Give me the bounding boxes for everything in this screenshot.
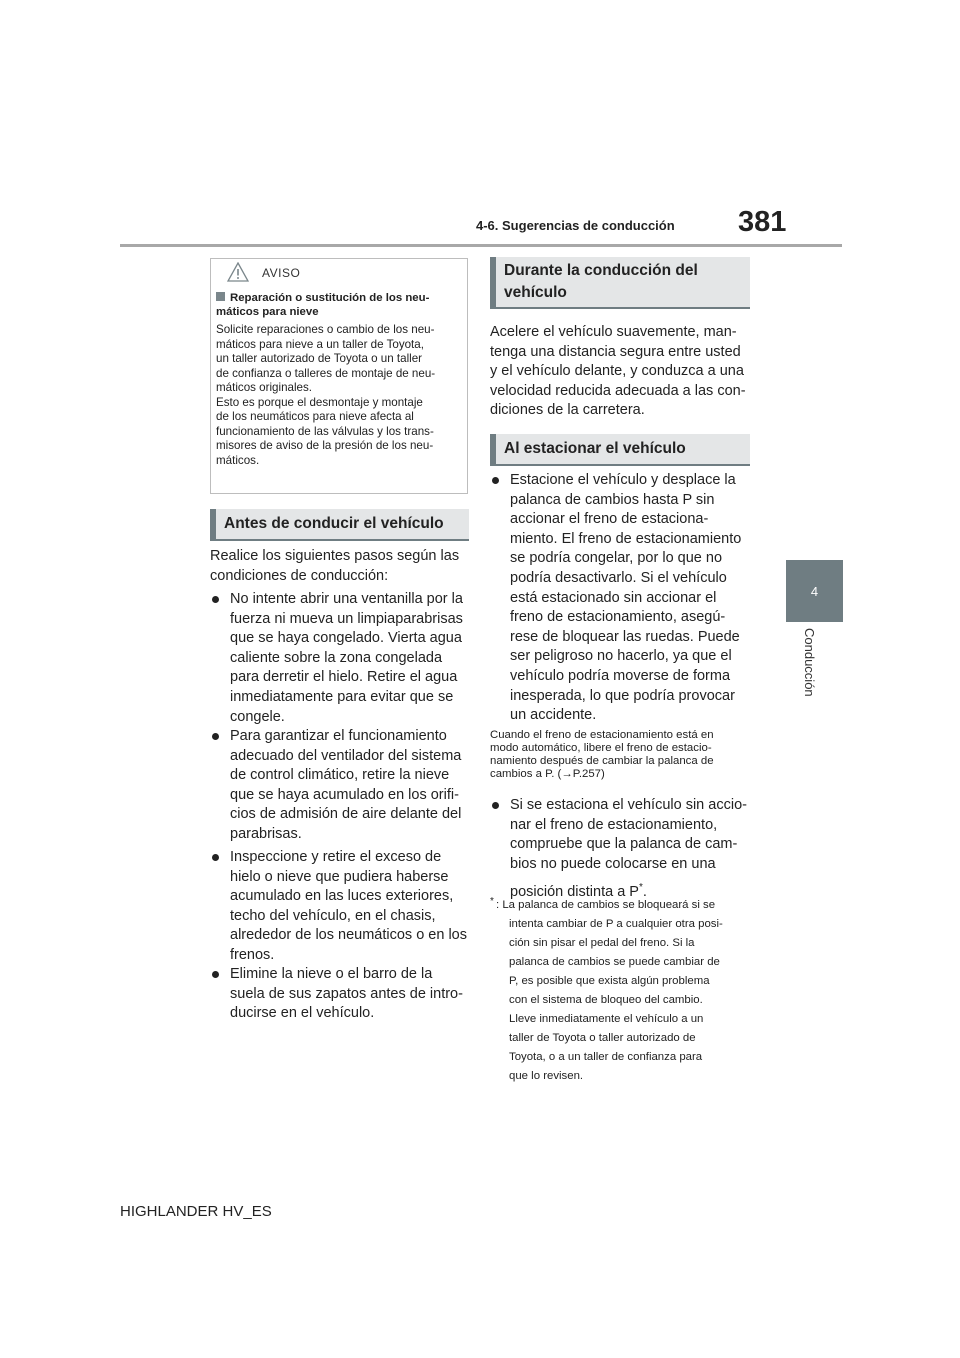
page-number: 381 (738, 206, 787, 238)
text-line: : La palanca de cambios se bloqueará si se (496, 899, 716, 911)
text-line: cios de admisión de aire delante del (230, 806, 462, 823)
text-line: y el vehículo delante, y conduzca a una (490, 363, 744, 380)
text-line: Solicite reparaciones o cambio de los neu- (216, 323, 435, 336)
parking-note (490, 729, 754, 781)
chapter-label: Conducción (802, 628, 817, 697)
text-line: inesperada, lo que podría provocar (510, 687, 735, 704)
text-line: caliente sobre la zona congelada (230, 649, 443, 666)
text-line: adecuado del ventilador del sistema (230, 747, 462, 764)
during-driving-text (490, 323, 752, 421)
text-line: vehículo podría moverse de forma (510, 667, 731, 684)
text-line: ducirse en el vehículo. (230, 1005, 375, 1022)
bullet-icon (492, 802, 499, 809)
chapter-tab (786, 560, 843, 622)
text-line: funcionamiento de las válvulas y los trans- (216, 424, 434, 438)
text-line: accionar el freno de estaciona- (510, 511, 709, 528)
text-line: bios no puede colocarse en una (510, 855, 716, 872)
text-line: Elimine la nieve o el barro de la (230, 966, 433, 982)
text-line: miento. El freno de estacionamiento (510, 530, 742, 547)
text-line: máticos originales. (216, 381, 313, 394)
text-line: acumulado en las luces exteriores, (230, 888, 454, 905)
text-line: máticos para nieve a un taller de Toyota, (216, 337, 424, 351)
text-line: Toyota, o a un taller de confianza para (509, 1051, 703, 1063)
text-line: parabrisas. (230, 825, 302, 842)
text-line: Inspeccione y retire el exceso de (230, 849, 442, 865)
text-line: está estacionado sin accionar el (510, 589, 717, 606)
text-line: para derretir el hielo. Retire el agua (230, 669, 458, 686)
text-line: P, es posible que exista algún problema (509, 975, 710, 987)
text-line: fuerza ni mueva un limpiaparabrisas (230, 610, 463, 627)
text-line: de confianza o talleres de montaje de neu- (216, 366, 436, 380)
text-line: de control climático, retire la nieve (230, 767, 450, 784)
text-line: freno de estacionamiento, asegú- (510, 609, 726, 626)
text-line: congele. (230, 708, 285, 725)
footer-model: HIGHLANDER HV_ES (120, 1203, 272, 1220)
text-line: misores de aviso de la presión de los neu- (216, 439, 434, 452)
text-line: Lleve inmediatamente el vehículo a un (509, 1013, 704, 1025)
text-line: taller de Toyota o taller autorizado de (509, 1032, 696, 1044)
warning-text (216, 323, 466, 468)
text-line: se podría congelar, por lo que no (510, 550, 723, 567)
bullet-icon (212, 971, 219, 978)
warning-triangle-icon (227, 262, 249, 282)
text-line: un taller autorizado de Toyota o un taller (216, 352, 423, 365)
bullet-icon (212, 854, 219, 861)
square-bullet-icon (216, 292, 225, 301)
text-line: suela de sus zapatos antes de intro- (230, 985, 463, 1002)
warning-subtitle-text: Reparación o sustitución de los neu-máticos para nieve (216, 292, 430, 318)
text-line: frenos. (230, 946, 275, 963)
section-heading-before-driving: Antes de conducir el vehículo (210, 509, 469, 541)
text-line: hielo o nieve que pudiera haberse (230, 868, 449, 885)
text-line: ser peligroso no hacerlo, ya que el (510, 648, 732, 665)
text-line: condiciones de conducción: (210, 567, 389, 584)
heading-line: Durante la conducción del (504, 262, 698, 279)
text-line: Si se estaciona el vehículo sin accio- (510, 797, 747, 813)
footnote-marker: * (490, 896, 494, 907)
text-line: Cuando el freno de estacionamiento está en (490, 729, 714, 741)
text-line: diciones de la carretera. (490, 402, 645, 419)
text-line: intenta cambiar de P a cualquier otra posi- (509, 918, 723, 930)
text-line: podría desactivarlo. Si el vehículo (510, 569, 727, 586)
bullet-icon (492, 477, 499, 484)
section-heading-during-driving (490, 257, 750, 309)
text-line: con el sistema de bloqueo del cambio. (509, 994, 703, 1006)
warning-title: AVISO (262, 266, 301, 280)
text-line: Acelere el vehículo suavemente, man- (490, 324, 737, 340)
text-line: palanca de cambios hasta P sin (510, 491, 715, 508)
bullet-icon (212, 596, 219, 603)
text-line: Estacione el vehículo y desplace la (510, 472, 736, 488)
text-line: cambios a P. (→P.257) (490, 768, 605, 780)
text-line: que se haya congelado. Vierta agua (230, 630, 462, 647)
text-line: inmediatamente para evitar que se (230, 688, 454, 705)
warning-subtitle (216, 291, 464, 319)
chapter-number: 4 (810, 583, 819, 599)
heading-line: vehículo (504, 284, 567, 301)
text-line: Para garantizar el funcionamiento (230, 728, 447, 744)
footnote (490, 896, 754, 1086)
header-divider (120, 244, 842, 247)
text-line: techo del vehículo, en el chasis, (230, 907, 436, 924)
text-line: Esto es porque el desmontaje y montaje (216, 395, 423, 409)
text-line: máticos. (216, 453, 260, 467)
text-line: compruebe que la palanca de cam- (510, 836, 738, 853)
text-line: rese de bloquear las ruedas. Puede (510, 628, 740, 645)
text-line: palanca de cambios se puede cambiar de (509, 956, 720, 968)
text-line: que se haya acumulado en los orifi- (230, 786, 459, 803)
text-line: tenga una distancia segura entre usted (490, 343, 741, 360)
text-line: namiento después de cambiar la palanca de (490, 755, 714, 767)
text-line: modo automático, libere el freno de estacio- (490, 742, 712, 754)
section-title: 4-6. Sugerencias de conducción (476, 218, 675, 233)
text-line: Realice los siguientes pasos según las (210, 548, 460, 564)
text-line: No intente abrir una ventanilla por la (230, 591, 463, 607)
text-line: posición distinta a P*. (510, 882, 647, 901)
text-line: que lo revisen. (509, 1070, 584, 1082)
section-heading-parking: Al estacionar el vehículo (490, 434, 750, 466)
text-line: un accidente. (510, 707, 597, 724)
text-line: alrededor de los neumáticos o en los (230, 927, 467, 944)
text-line: de los neumáticos para nieve afecta al (216, 410, 414, 423)
text-line: ción sin pisar el pedal del freno. Si la (509, 937, 695, 949)
text-line: velocidad reducida adecuada a las con- (490, 382, 746, 399)
footnote-marker: * (638, 882, 643, 894)
bullet-icon (212, 733, 219, 740)
before-driving-intro (210, 547, 472, 586)
text-line: nar el freno de estacionamiento, (510, 816, 718, 833)
